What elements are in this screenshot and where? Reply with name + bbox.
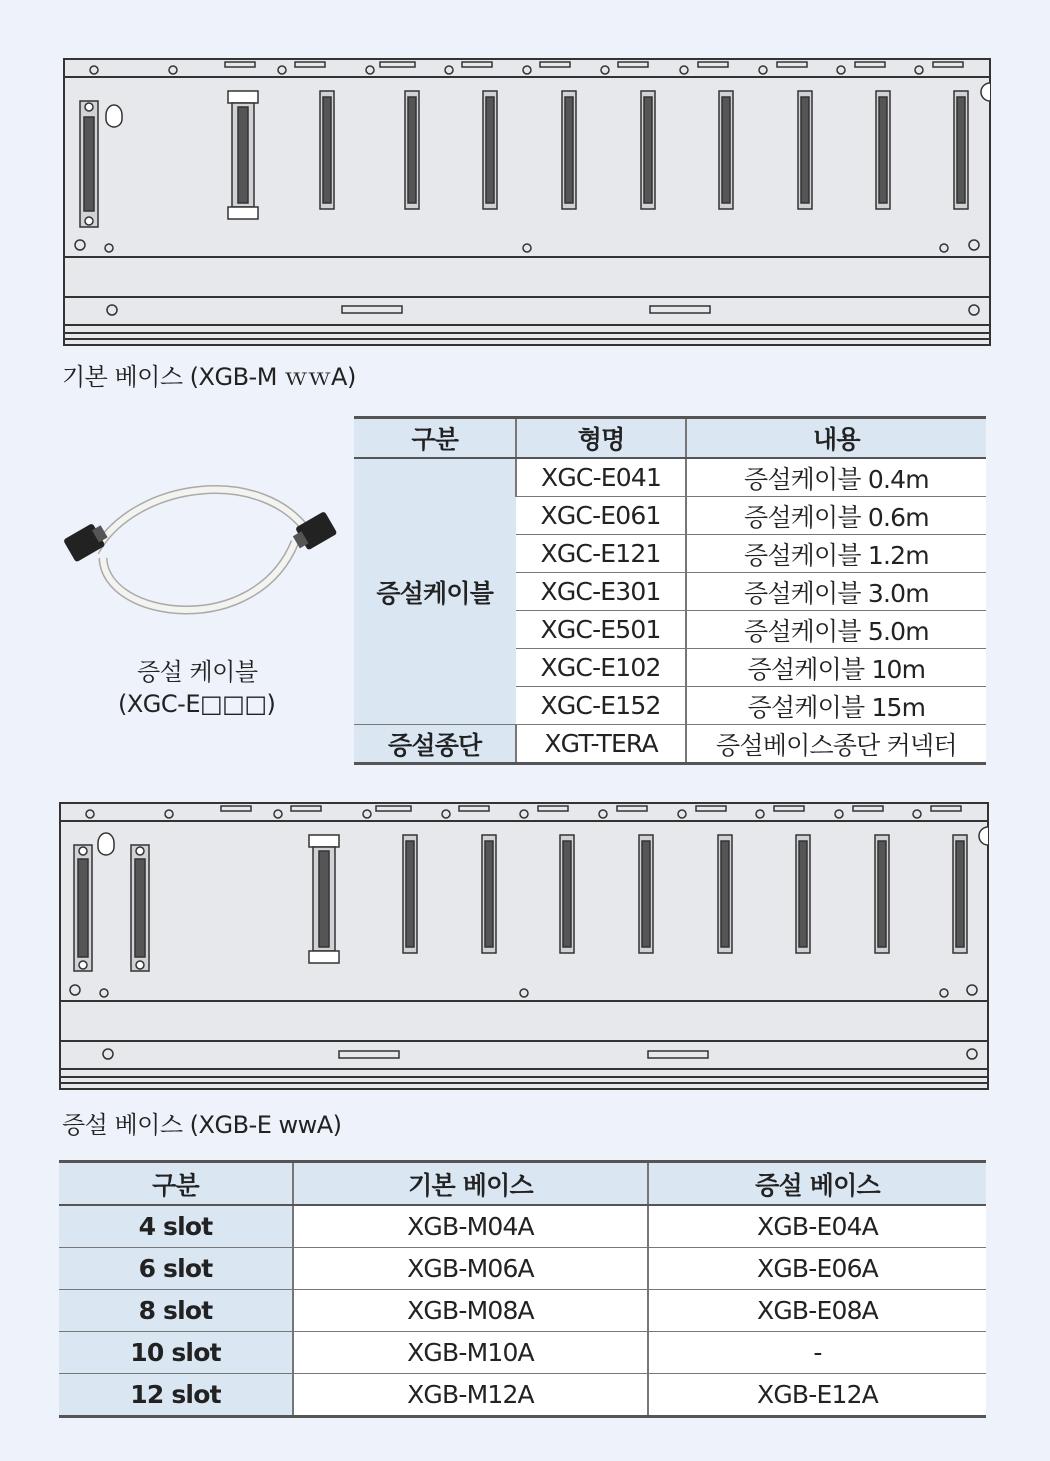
cable-caption-line2: (XGC-E□□□) (118, 690, 276, 718)
header-extension-base: 증설 베이스 (648, 1162, 986, 1206)
cell-model: XGC-E041 (516, 458, 685, 497)
cell-description: 증설베이스종단 커넥터 (686, 725, 986, 764)
table-header-row (59, 1162, 986, 1206)
cell-extension-model: - (648, 1332, 986, 1374)
cell-slot: 8 slot (59, 1290, 293, 1332)
table-row (354, 458, 986, 497)
extension-base-caption: 증설 베이스 (XGB-E wwA) (62, 1111, 342, 1139)
cell-model: XGT-TERA (516, 725, 685, 764)
header-category: 구분 (354, 418, 516, 459)
header-category: 구분 (59, 1162, 293, 1206)
cell-model: XGC-E301 (516, 573, 685, 611)
cell-model: XGC-E501 (516, 611, 685, 649)
cell-basic-model: XGB-M06A (293, 1248, 648, 1290)
header-basic-base: 기본 베이스 (293, 1162, 648, 1206)
cell-extension-model: XGB-E12A (648, 1374, 986, 1417)
cell-model: XGC-E121 (516, 535, 685, 573)
basic-base-drawing (62, 57, 992, 349)
cell-model: XGC-E102 (516, 649, 685, 687)
cable-spec-table (354, 416, 986, 765)
cell-basic-model: XGB-M08A (293, 1290, 648, 1332)
extension-cable-image (55, 470, 345, 640)
cell-model: XGC-E152 (516, 687, 685, 725)
table-row (354, 725, 986, 764)
table-row (59, 1290, 986, 1332)
cell-extension-model: XGB-E06A (648, 1248, 986, 1290)
cell-description: 증설케이블 5.0m (686, 611, 986, 649)
cell-basic-model: XGB-M04A (293, 1205, 648, 1248)
cell-basic-model: XGB-M10A (293, 1332, 648, 1374)
header-model: 형명 (516, 418, 685, 459)
extension-base-drawing (58, 801, 990, 1093)
cell-description: 증설케이블 0.6m (686, 497, 986, 535)
table-row (59, 1374, 986, 1417)
cell-slot: 6 slot (59, 1248, 293, 1290)
table-row (59, 1332, 986, 1374)
table-header-row (354, 418, 986, 459)
table-row (59, 1248, 986, 1290)
group-extension-cable: 증설케이블 (354, 458, 516, 725)
cell-slot: 4 slot (59, 1205, 293, 1248)
cell-basic-model: XGB-M12A (293, 1374, 648, 1417)
cell-description: 증설케이블 1.2m (686, 535, 986, 573)
cell-slot: 10 slot (59, 1332, 293, 1374)
cell-description: 증설케이블 0.4m (686, 458, 986, 497)
cell-description: 증설케이블 10m (686, 649, 986, 687)
cable-caption-line1: 증설 케이블 (137, 658, 258, 686)
basic-base-caption: 기본 베이스 (XGB-M ｗｗA) (62, 363, 356, 391)
header-description: 내용 (686, 418, 986, 459)
table-row (59, 1205, 986, 1248)
slot-model-table (59, 1160, 986, 1418)
group-extension-terminal: 증설종단 (354, 725, 516, 764)
cell-description: 증설케이블 3.0m (686, 573, 986, 611)
cell-description: 증설케이블 15m (686, 687, 986, 725)
cell-model: XGC-E061 (516, 497, 685, 535)
cell-extension-model: XGB-E08A (648, 1290, 986, 1332)
cell-extension-model: XGB-E04A (648, 1205, 986, 1248)
cell-slot: 12 slot (59, 1374, 293, 1417)
